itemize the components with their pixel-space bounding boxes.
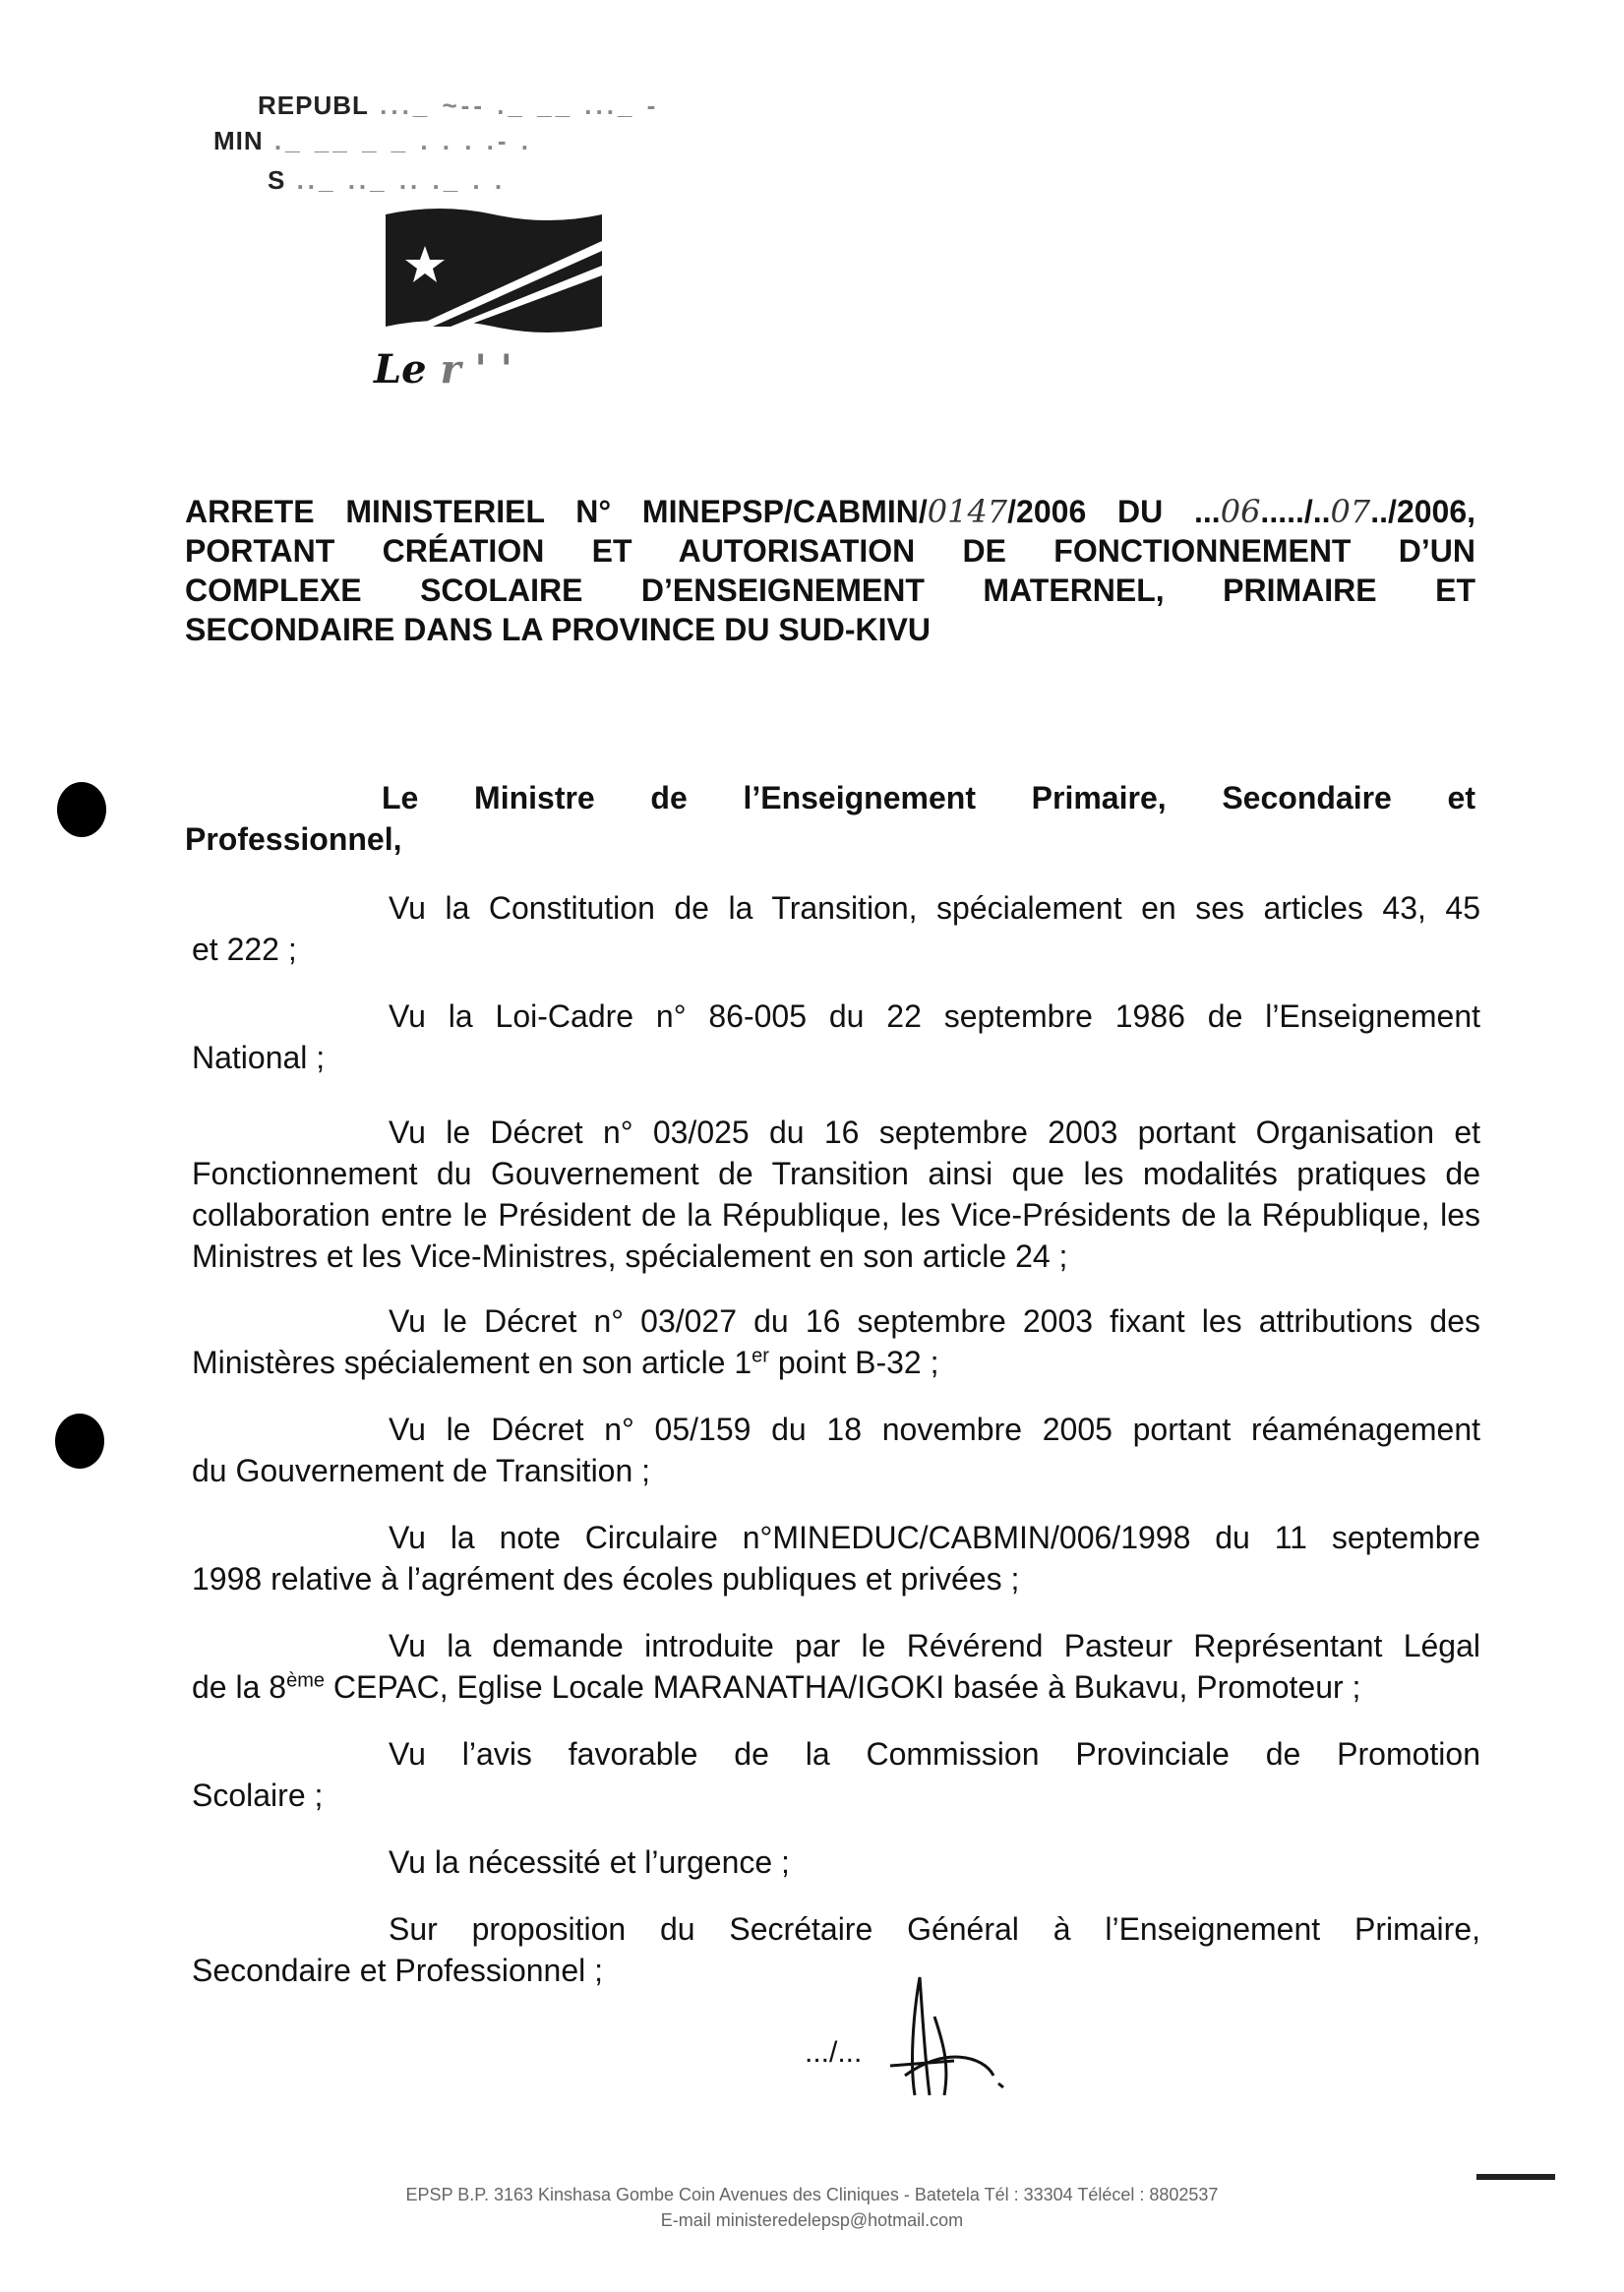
script-le: Le r ' ' bbox=[374, 346, 512, 392]
handwritten-number: 0147 bbox=[927, 493, 1008, 530]
flag-emblem bbox=[386, 207, 602, 334]
handwritten-month: 07 bbox=[1330, 493, 1371, 530]
paragraph-necessite: Vu la nécessité et l’urgence ; bbox=[389, 1844, 790, 1880]
header-republic: REPUBL ..._ ~-- ._ __ ..._ - bbox=[258, 90, 660, 120]
paragraph-demande: Vu la demande introduite par le Révérend Pasteur Représentant Légal de la 8ème CEPAC, Eglise Locale MARANATHA/IGOKI basée à Bukavu, Promoteur ; bbox=[192, 1628, 1480, 1705]
paragraph-loi-cadre: Vu la Loi-Cadre n° 86-005 du 22 septembre 1986 de l’Enseignement National ; bbox=[192, 998, 1480, 1075]
punch-hole-top bbox=[57, 782, 106, 837]
title-line-1: ARRETE MINISTERIEL N° MINEPSP/CABMIN/0147/2006 DU ...06...../..07../2006, bbox=[185, 493, 1476, 530]
minister-heading: Le Ministre de l’Enseignement Primaire, Secondaire et Professionnel, bbox=[185, 780, 1475, 857]
paragraph-avis: Vu l’avis favorable de la Commission Provinciale de Promotion Scolaire ; bbox=[192, 1736, 1480, 1813]
title-line-2: PORTANT CRÉATION ET AUTORISATION DE FONCTIONNEMENT D’UN bbox=[185, 533, 1475, 569]
continuation-mark: .../... bbox=[805, 2036, 863, 2069]
punch-hole-bottom bbox=[55, 1414, 104, 1469]
handwritten-day: 06 bbox=[1220, 493, 1261, 530]
paragraph-constitution: Vu la Constitution de la Transition, spécialement en ses articles 43, 45 et 222 ; bbox=[192, 890, 1480, 967]
header-ministry: MIN ._ __ _ _ . . . .- . bbox=[213, 126, 532, 155]
signature bbox=[797, 1958, 1053, 2105]
footer-address: EPSP B.P. 3163 Kinshasa Gombe Coin Avenues des Cliniques - Batetela Tél : 33304 Télécel : 8802537 bbox=[405, 2185, 1219, 2204]
document-title bbox=[185, 492, 1475, 649]
paragraph-decret-03-027: Vu le Décret n° 03/027 du 16 septembre 2003 fixant les attributions des Ministères spécialement en son article 1er point B-32 ; bbox=[192, 1303, 1480, 1380]
paragraph-decret-05-159: Vu le Décret n° 05/159 du 18 novembre 2005 portant réaménagement du Gouvernement de Transition ; bbox=[192, 1412, 1480, 1488]
paragraph-note-circulaire: Vu la note Circulaire n°MINEDUC/CABMIN/006/1998 du 11 septembre 1998 relative à l’agrément des écoles publiques et privées ; bbox=[192, 1520, 1480, 1597]
paragraph-proposition: Sur proposition du Secrétaire Général à l’Enseignement Primaire, Secondaire et Professionnel ; bbox=[192, 1911, 1480, 1988]
title-line-3: COMPLEXE SCOLAIRE D’ENSEIGNEMENT MATERNEL, PRIMAIRE ET bbox=[185, 573, 1475, 608]
footer-email: E-mail ministeredelepsp@hotmail.com bbox=[660, 2210, 964, 2230]
paragraph-decret-03-025: Vu le Décret n° 03/025 du 16 septembre 2003 portant Organisation et Fonctionnement du Gouvernement de Transition ainsi que les modalités pratiques de collaboration entre le Président de la République, les Vice-Présidents de la République, les Ministres et les Vice-Ministres, spécialement en son article 24 ; bbox=[192, 1115, 1480, 1274]
header-secretariat: S .._ .._ .. ._ . . bbox=[268, 165, 507, 195]
footer-dash bbox=[1476, 2174, 1555, 2180]
footer bbox=[0, 2182, 1624, 2233]
title-line-4: SECONDAIRE DANS LA PROVINCE DU SUD-KIVU bbox=[185, 612, 931, 647]
